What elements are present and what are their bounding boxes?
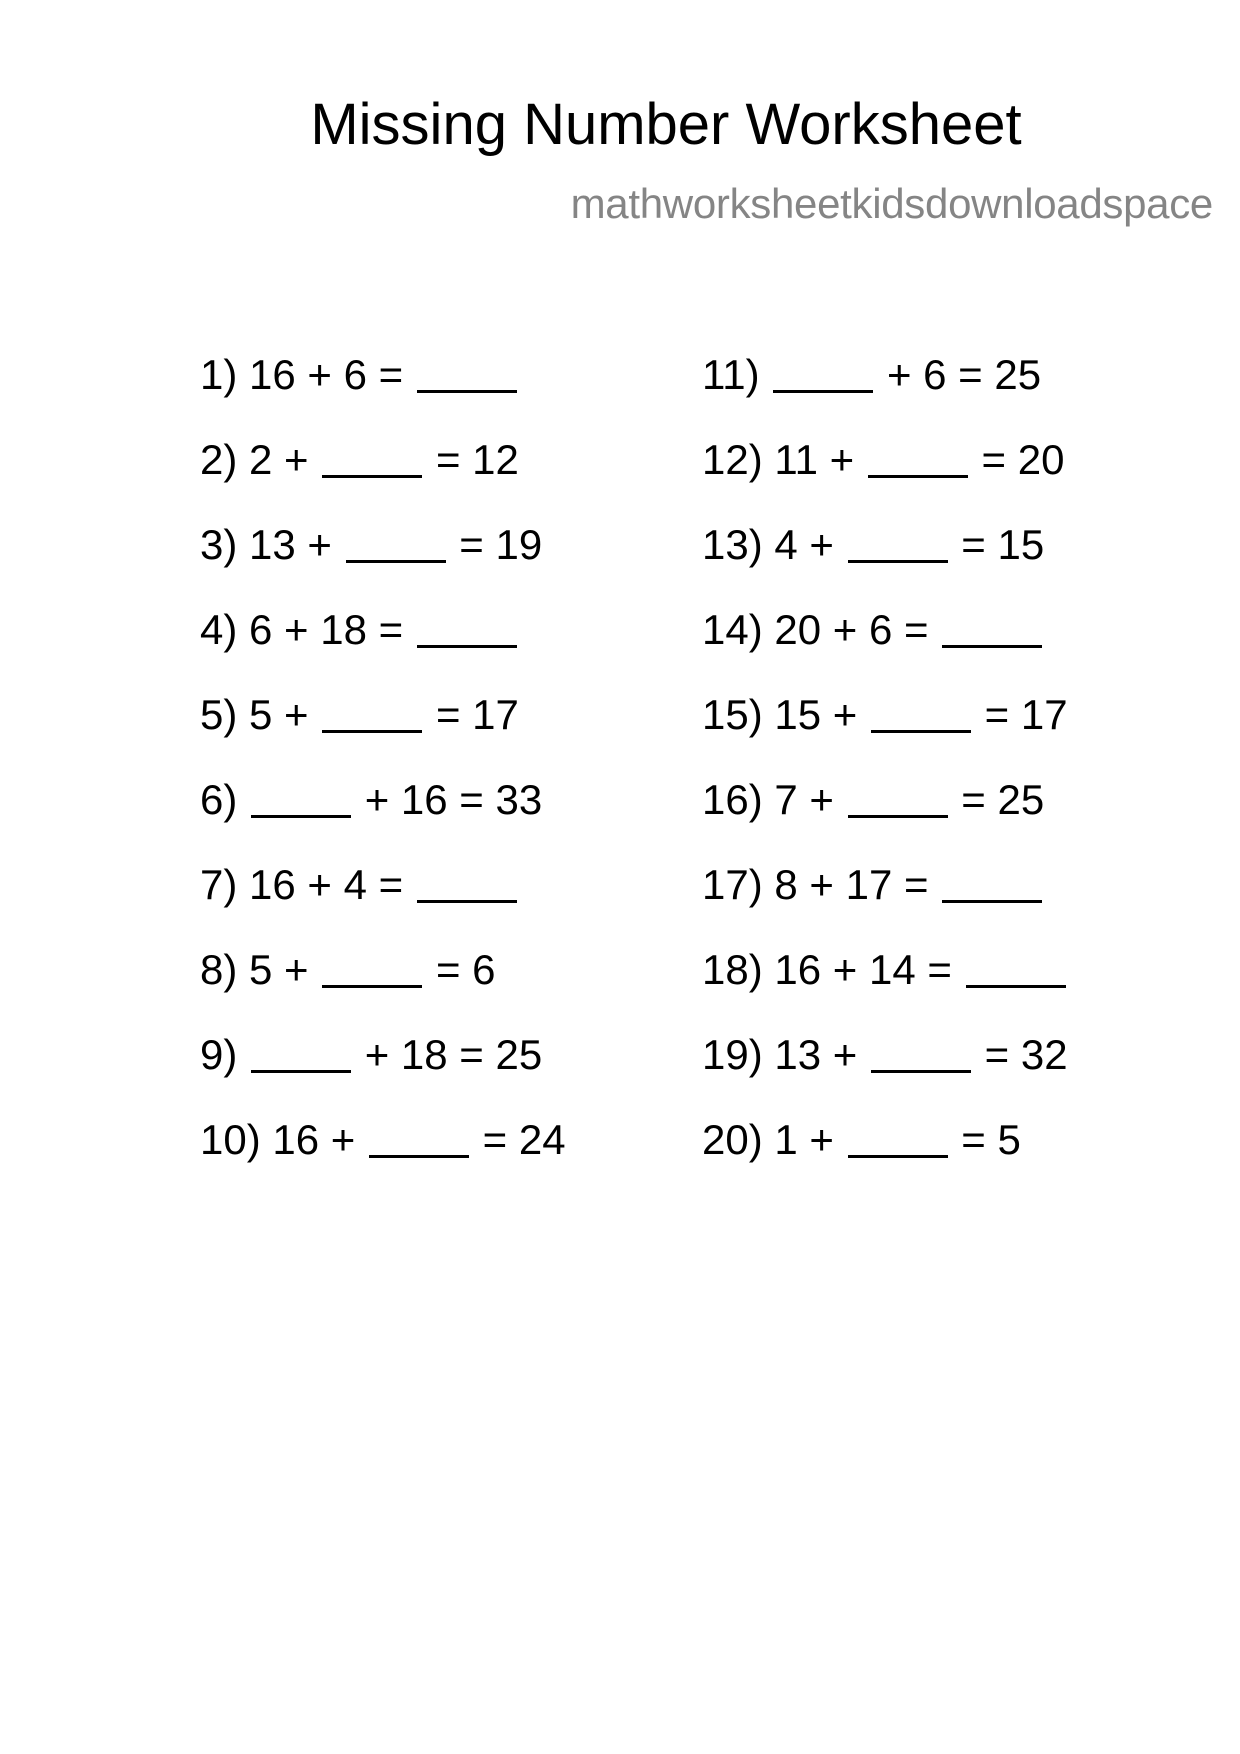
answer-blank[interactable] xyxy=(848,526,948,563)
problem-number: 15) xyxy=(702,691,763,738)
expression-left: 20 + 6 = xyxy=(774,606,929,653)
problem-number: 4) xyxy=(200,606,238,653)
answer-blank[interactable] xyxy=(322,696,422,733)
problem-14 xyxy=(702,607,1044,651)
expression-left: 8 + 17 = xyxy=(774,861,929,908)
expression-right: = 15 xyxy=(961,521,1045,568)
answer-blank[interactable] xyxy=(942,611,1042,648)
problem-4 xyxy=(200,607,519,651)
answer-blank[interactable] xyxy=(346,526,446,563)
expression-right: = 17 xyxy=(984,691,1068,738)
answer-blank[interactable] xyxy=(369,1121,469,1158)
problem-number: 13) xyxy=(702,521,763,568)
expression-left: 13 + xyxy=(774,1031,858,1078)
problem-9 xyxy=(200,1032,542,1076)
answer-blank[interactable] xyxy=(417,866,517,903)
expression-left: 4 + xyxy=(774,521,834,568)
expression-left: 6 + 18 = xyxy=(249,606,404,653)
problem-5 xyxy=(200,692,519,736)
problem-6 xyxy=(200,777,542,821)
problem-number: 11) xyxy=(702,351,760,398)
expression-left: 5 + xyxy=(249,946,309,993)
expression-right: = 20 xyxy=(981,436,1065,483)
problem-number: 18) xyxy=(702,946,763,993)
answer-blank[interactable] xyxy=(942,866,1042,903)
expression-left: 2 + xyxy=(249,436,309,483)
expression-right: = 12 xyxy=(435,436,519,483)
answer-blank[interactable] xyxy=(966,951,1066,988)
expression-right: = 17 xyxy=(435,691,519,738)
page-title: Missing Number Worksheet xyxy=(310,92,1022,157)
problem-number: 16) xyxy=(702,776,763,823)
problem-2 xyxy=(200,437,519,481)
problem-1 xyxy=(200,352,519,396)
answer-blank[interactable] xyxy=(322,951,422,988)
answer-blank[interactable] xyxy=(848,781,948,818)
problem-number: 5) xyxy=(200,691,238,738)
expression-right: + 16 = 33 xyxy=(364,776,543,823)
expression-left: 16 + xyxy=(272,1116,356,1163)
expression-right: + 18 = 25 xyxy=(364,1031,543,1078)
expression-right: = 19 xyxy=(459,521,543,568)
problem-number: 12) xyxy=(702,436,763,483)
expression-left: 13 + xyxy=(249,521,332,568)
answer-blank[interactable] xyxy=(417,611,517,648)
answer-blank[interactable] xyxy=(251,781,351,818)
answer-blank[interactable] xyxy=(417,356,517,393)
source-subtitle: mathworksheetkidsdownloadspace xyxy=(570,180,1213,227)
answer-blank[interactable] xyxy=(322,441,422,478)
problem-number: 6) xyxy=(200,776,238,823)
problem-number: 7) xyxy=(200,861,238,908)
problem-number: 1) xyxy=(200,351,238,398)
expression-right: + 6 = 25 xyxy=(886,351,1042,398)
expression-right: = 6 xyxy=(435,946,496,993)
expression-left: 16 + 4 = xyxy=(249,861,404,908)
problem-3 xyxy=(200,522,542,566)
expression-right: = 24 xyxy=(482,1116,566,1163)
answer-blank[interactable] xyxy=(871,696,971,733)
problem-19 xyxy=(702,1032,1068,1076)
problem-7 xyxy=(200,862,519,906)
problem-number: 19) xyxy=(702,1031,763,1078)
problem-11 xyxy=(702,352,1041,396)
problem-16 xyxy=(702,777,1044,821)
expression-left: 7 + xyxy=(774,776,834,823)
problem-number: 8) xyxy=(200,946,238,993)
answer-blank[interactable] xyxy=(773,356,873,393)
problem-18 xyxy=(702,947,1068,991)
problem-number: 14) xyxy=(702,606,763,653)
expression-right: = 32 xyxy=(984,1031,1068,1078)
problem-number: 20) xyxy=(702,1116,763,1163)
expression-left: 11 + xyxy=(774,436,855,483)
problem-10 xyxy=(200,1117,566,1161)
answer-blank[interactable] xyxy=(848,1121,948,1158)
problem-15 xyxy=(702,692,1068,736)
expression-left: 5 + xyxy=(249,691,309,738)
problem-number: 2) xyxy=(200,436,238,483)
expression-left: 15 + xyxy=(774,691,858,738)
problem-8 xyxy=(200,947,496,991)
expression-left: 16 + 14 = xyxy=(774,946,952,993)
problem-17 xyxy=(702,862,1044,906)
problem-number: 9) xyxy=(200,1031,238,1078)
problem-number: 10) xyxy=(200,1116,261,1163)
expression-left: 1 + xyxy=(774,1116,834,1163)
problem-13 xyxy=(702,522,1044,566)
problem-12 xyxy=(702,437,1064,481)
answer-blank[interactable] xyxy=(868,441,968,478)
problem-20 xyxy=(702,1117,1021,1161)
expression-left: 16 + 6 = xyxy=(249,351,404,398)
expression-right: = 5 xyxy=(961,1116,1021,1163)
problem-number: 17) xyxy=(702,861,763,908)
problem-number: 3) xyxy=(200,521,238,568)
answer-blank[interactable] xyxy=(251,1036,351,1073)
answer-blank[interactable] xyxy=(871,1036,971,1073)
expression-right: = 25 xyxy=(961,776,1045,823)
